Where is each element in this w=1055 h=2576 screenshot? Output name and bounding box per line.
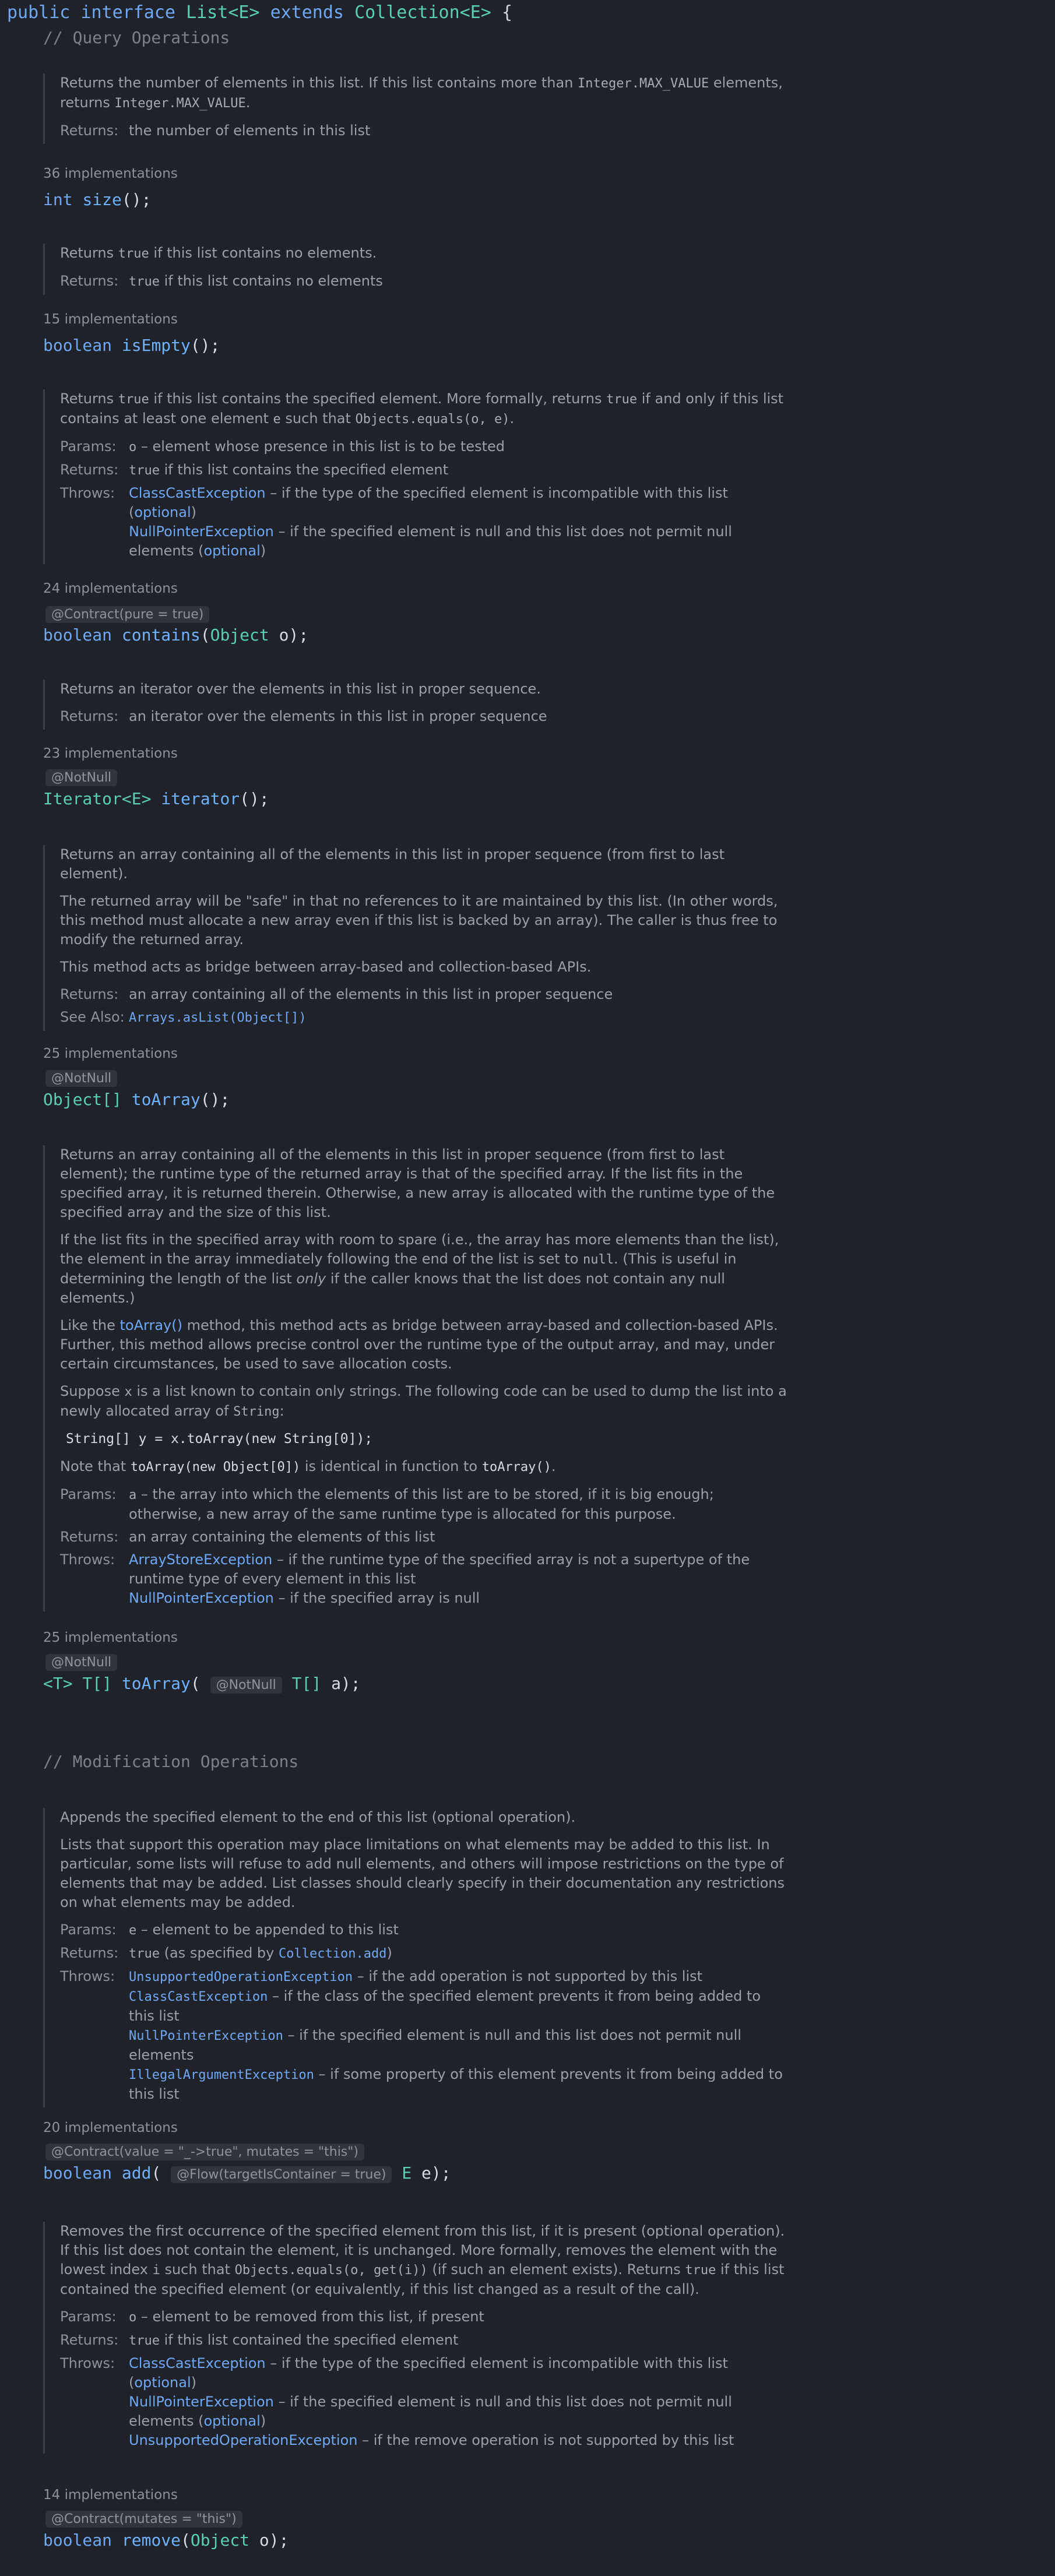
remove-annotation: @Contract(mutates = "this") bbox=[45, 2511, 242, 2528]
null-pointer-exception-link[interactable]: NullPointerException bbox=[129, 2394, 274, 2410]
iterator-annotation: @NotNull bbox=[45, 769, 117, 786]
doc-add bbox=[43, 1808, 789, 2107]
add-signature: boolean add( @Flow(targetIsContainer = true) E e); bbox=[43, 2163, 451, 2183]
illegal-argument-exception-link[interactable]: IllegalArgumentException bbox=[129, 2068, 314, 2082]
open-brace: { bbox=[501, 2, 512, 23]
doc-to-array-returns: Returns: an array containing all of the elements in this list in proper sequence bbox=[60, 986, 613, 1002]
add-annotation: @Contract(value = "_->true", mutates = "this") bbox=[45, 2144, 364, 2160]
doc-is-empty bbox=[43, 244, 789, 295]
doc-size-description: Returns the number of elements in this list. If this list contains more than Integer.MAX_VALUE elements, returns Integer.MAX_VALUE. bbox=[60, 75, 783, 111]
null-pointer-exception-link[interactable]: NullPointerException bbox=[129, 523, 274, 540]
doc-add-throws: Throws: UnsupportedOperationException – if the add operation is not supported by this list ClassCastException – if the class of the specified element prevents it from being added to this list NullPointerException – if the specified element is null and this list does not permit null elements IllegalArgumentException – if some property of this element prevents it from being added to this list bbox=[60, 1968, 783, 2102]
add-implementations-link[interactable]: 20 implementations bbox=[43, 2120, 178, 2135]
doc-contains-returns: Returns: true if this list contains the specified element bbox=[60, 462, 448, 478]
arrays-as-list-link[interactable]: Arrays.asList(Object[]) bbox=[129, 1011, 307, 1025]
doc-is-empty-returns: Returns: true if this list contains no elements bbox=[60, 273, 383, 289]
add-method-name[interactable]: add bbox=[121, 2163, 152, 2183]
keyword-public: public bbox=[7, 2, 71, 23]
to-array-typed-annotation: @NotNull bbox=[45, 1654, 117, 1671]
optional-link[interactable]: optional bbox=[203, 543, 261, 559]
doc-to-array-typed-p3: Like the toArray() method, this method acts as bridge between array-based and collection-based APIs. Further, this method allows precise control over the runtime type of the output array, and may, under certain circumstances, be used to save allocation costs. bbox=[60, 1317, 778, 1372]
to-array-signature: Object[] toArray(); bbox=[43, 1090, 230, 1109]
doc-iterator bbox=[43, 680, 789, 730]
param-annotation: @NotNull bbox=[210, 1677, 282, 1694]
is-empty-implementations-link[interactable]: 15 implementations bbox=[43, 312, 178, 327]
param-annotation: @Flow(targetIsContainer = true) bbox=[171, 2166, 392, 2183]
super-generic: <E> bbox=[459, 2, 491, 23]
is-empty-signature: boolean isEmpty(); bbox=[43, 336, 220, 355]
array-store-exception-link[interactable]: ArrayStoreException bbox=[129, 1551, 273, 1568]
doc-to-array-typed-throws: Throws: ArrayStoreException – if the runtime type of the specified array is not a supertype of the runtime type of every element in this list NullPointerException – if the specified array is null bbox=[60, 1551, 750, 1606]
contains-signature: boolean contains(Object o); bbox=[43, 625, 309, 645]
doc-to-array-p1: Returns an array containing all of the elements in this list in proper sequence (from first to last element). bbox=[60, 846, 725, 882]
is-empty-method-name[interactable]: isEmpty bbox=[121, 336, 191, 355]
keyword-extends: extends bbox=[270, 2, 344, 23]
doc-remove-description: Removes the first occurrence of the specified element from this list, if it is present (optional operation). If this list does not contain the element, it is unchanged. More formally, removes the element with the lowest index i such that Objects.equals(o, get(i)) (if such an element exists). Returns true if this list contained the specified element (or equivalently, if this list changed as a result of the call). bbox=[60, 2223, 785, 2297]
iterator-method-name[interactable]: iterator bbox=[161, 789, 240, 808]
doc-size bbox=[43, 73, 789, 144]
doc-to-array-typed bbox=[43, 1145, 789, 1611]
size-signature: int size(); bbox=[43, 190, 152, 209]
doc-to-array-p2: The returned array will be "safe" in that no references to it are maintained by this list. (In other words, this method must allocate a new array even if this list is backed by an array). The caller is thus free to modify the returned array. bbox=[60, 893, 778, 948]
null-pointer-exception-link[interactable]: NullPointerException bbox=[129, 1590, 274, 1606]
doc-iterator-returns: Returns: an iterator over the elements in this list in proper sequence bbox=[60, 708, 547, 724]
optional-link[interactable]: optional bbox=[134, 504, 191, 520]
interface-declaration bbox=[7, 2, 512, 23]
doc-add-params: Params: e – element to be appended to this list bbox=[60, 1922, 399, 1938]
collection-add-link[interactable]: Collection.add bbox=[279, 1947, 387, 1961]
super-interface-name[interactable]: Collection bbox=[354, 2, 460, 23]
optional-link[interactable]: optional bbox=[134, 2374, 191, 2391]
to-array-typed-method-name[interactable]: toArray bbox=[121, 1674, 191, 1693]
doc-contains-throws: Throws: ClassCastException – if the type of the specified element is incompatible with this list (optional) NullPointerException – if the specified element is null and this list does not permit null elements (optional) bbox=[60, 485, 732, 559]
to-array-typed-implementations-link[interactable]: 25 implementations bbox=[43, 1630, 178, 1645]
to-array-implementations-link[interactable]: 25 implementations bbox=[43, 1046, 178, 1061]
interface-generic: <E> bbox=[228, 2, 260, 23]
doc-to-array-typed-p2: If the list fits in the specified array with room to spare (i.e., the array has more elements than the list), the element in the array immediately following the end of the list is set to null. (This is useful in determining the length of the list only if the caller knows that the list does not contain any null elements.) bbox=[60, 1231, 779, 1306]
doc-contains bbox=[43, 389, 789, 564]
unsupported-operation-exception-link[interactable]: UnsupportedOperationException bbox=[129, 2432, 358, 2448]
doc-add-returns: Returns: true (as specified by Collection.add) bbox=[60, 1945, 392, 1961]
doc-to-array-see-also: See Also: Arrays.asList(Object[]) bbox=[60, 1009, 307, 1025]
null-pointer-exception-link[interactable]: NullPointerException bbox=[129, 2029, 283, 2043]
doc-to-array-typed-p4: Suppose x is a list known to contain only strings. The following code can be used to dump the list into a newly allocated array of String: bbox=[60, 1383, 787, 1419]
to-array-typed-signature: <T> T[] toArray( @NotNull T[] a); bbox=[43, 1674, 361, 1693]
doc-to-array-typed-params: Params: a – the array into which the elements of this list are to be stored, if it is big enough; otherwise, a new array of the same runtime type is allocated for this purpose. bbox=[60, 1486, 714, 1522]
keyword-interface: interface bbox=[80, 2, 175, 23]
doc-to-array-typed-code-sample: String[] y = x.toArray(new String[0]); bbox=[66, 1431, 373, 1447]
doc-contains-description: Returns true if this list contains the specified element. More formally, returns true if and only if this list contains at least one element e such that Objects.equals(o, e). bbox=[60, 390, 784, 427]
size-method-name[interactable]: size bbox=[82, 190, 122, 209]
doc-remove bbox=[43, 2222, 789, 2454]
doc-remove-returns: Returns: true if this list contained the specified element bbox=[60, 2332, 459, 2348]
unsupported-operation-exception-link[interactable]: UnsupportedOperationException bbox=[129, 1970, 353, 1984]
doc-is-empty-description: Returns true if this list contains no elements. bbox=[60, 245, 377, 261]
contains-implementations-link[interactable]: 24 implementations bbox=[43, 581, 178, 596]
doc-to-array-typed-p1: Returns an array containing all of the elements in this list in proper sequence (from first to last element); the runtime type of the returned array is that of the specified array. If the list fits in the specified array, it is returned therein. Otherwise, a new array is allocated with the runtime type of the specified array and the size of this list. bbox=[60, 1146, 775, 1220]
contains-method-name[interactable]: contains bbox=[121, 625, 201, 645]
class-cast-exception-link[interactable]: ClassCastException bbox=[129, 2355, 266, 2371]
optional-link[interactable]: optional bbox=[203, 2413, 261, 2429]
doc-to-array-p3: This method acts as bridge between array-based and collection-based APIs. bbox=[60, 959, 592, 975]
contains-annotation: @Contract(pure = true) bbox=[45, 606, 209, 623]
remove-signature: boolean remove(Object o); bbox=[43, 2531, 289, 2550]
doc-to-array bbox=[43, 845, 789, 1031]
remove-implementations-link[interactable]: 14 implementations bbox=[43, 2487, 178, 2503]
to-array-method-name[interactable]: toArray bbox=[131, 1090, 201, 1109]
remove-method-name[interactable]: remove bbox=[121, 2531, 181, 2550]
doc-contains-params: Params: o – element whose presence in this list is to be tested bbox=[60, 438, 505, 455]
doc-add-p1: Appends the specified element to the end of this list (optional operation). bbox=[60, 1809, 576, 1825]
doc-to-array-typed-note: Note that toArray(new Object[0]) is identical in function to toArray(). bbox=[60, 1458, 556, 1474]
doc-remove-throws: Throws: ClassCastException – if the type of the specified element is incompatible with this list (optional) NullPointerException – if the specified element is null and this list does not permit null elements (optional) UnsupportedOperationException – if the remove operation is not supported by this list bbox=[60, 2355, 734, 2448]
to-array-link[interactable]: toArray() bbox=[119, 1317, 182, 1333]
interface-name[interactable]: List bbox=[186, 2, 228, 23]
class-cast-exception-link[interactable]: ClassCastException bbox=[129, 1990, 268, 2004]
doc-iterator-description: Returns an iterator over the elements in this list in proper sequence. bbox=[60, 681, 541, 697]
iterator-implementations-link[interactable]: 23 implementations bbox=[43, 746, 178, 761]
class-cast-exception-link[interactable]: ClassCastException bbox=[129, 485, 266, 501]
doc-size-returns: Returns: the number of elements in this list bbox=[60, 122, 371, 139]
doc-to-array-typed-returns: Returns: an array containing the elements of this list bbox=[60, 1529, 435, 1545]
section-comment-query: // Query Operations bbox=[43, 28, 230, 47]
iterator-signature: Iterator<E> iterator(); bbox=[43, 789, 269, 808]
to-array-annotation: @NotNull bbox=[45, 1070, 117, 1087]
section-comment-modification: // Modification Operations bbox=[43, 1752, 299, 1771]
doc-add-p2: Lists that support this operation may place limitations on what elements may be added to this list. In particular, some lists will refuse to add null elements, and others will impose restrictions on the type of elements that may be added. List classes should clearly specify in their documentation any restrictions on what elements may be added. bbox=[60, 1836, 785, 1910]
size-implementations-link[interactable]: 36 implementations bbox=[43, 166, 178, 181]
doc-remove-params: Params: o – element to be removed from this list, if present bbox=[60, 2308, 484, 2325]
